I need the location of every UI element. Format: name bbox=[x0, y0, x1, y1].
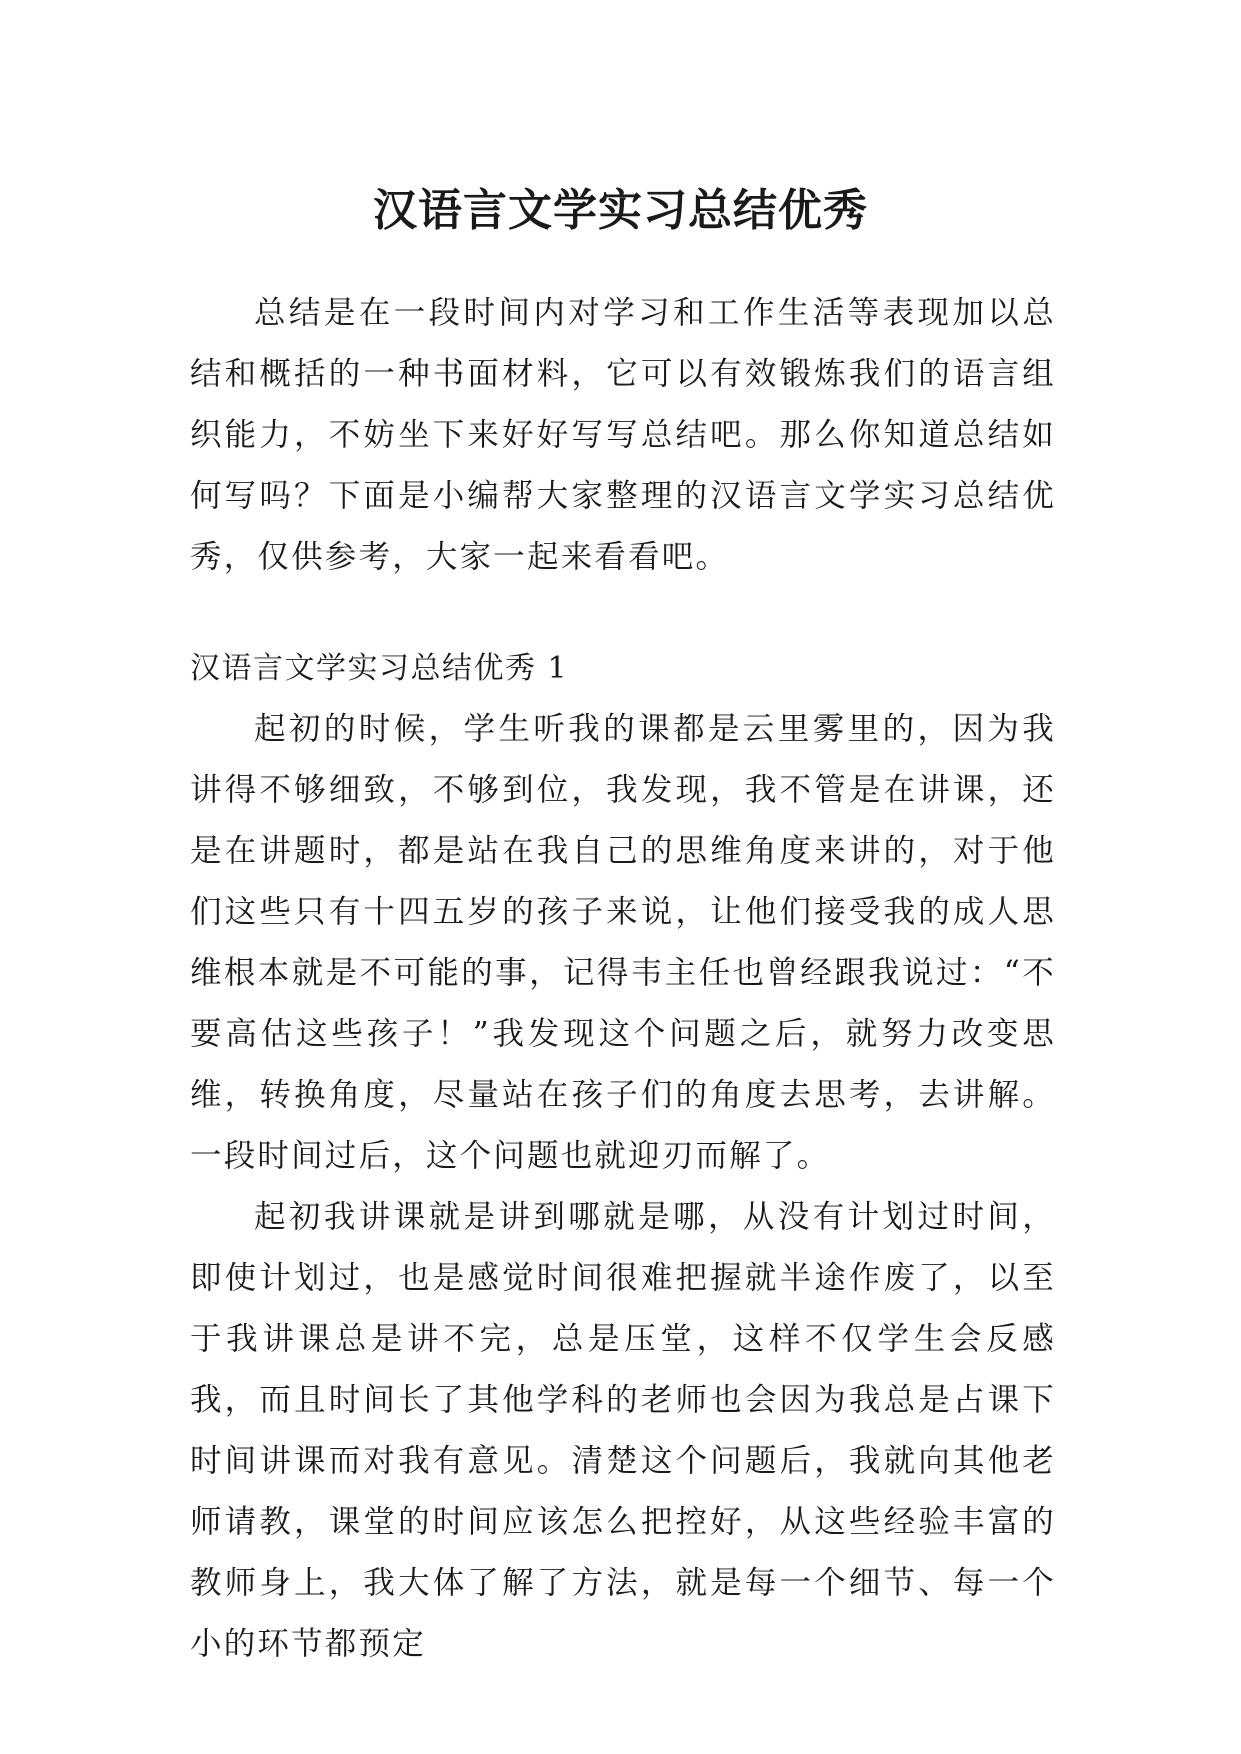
document-title: 汉语言文学实习总结优秀 bbox=[373, 185, 868, 237]
document-body bbox=[190, 283, 1056, 1675]
section-heading: 汉语言文学实习总结优秀 1 bbox=[190, 651, 569, 686]
body-paragraph-1: 起初的时候，学生听我的课都是云里雾里的，因为我讲得不够细致，不够到位，我发现，我不管是在讲课，还是在讲题时，都是站在我自己的思维角度来讲的，对于他们这些只有十四五岁的孩子来说，让他们接受我的成人思维根本就是不可能的事，记得韦主任也曾经跟我说过：“不要高估这些孩子！”我发现这个问题之后，就努力改变思维，转换角度，尽量站在孩子们的角度去思考，去讲解。一段时间过后，这个问题也就迎刃而解了。 bbox=[190, 711, 1056, 1174]
intro-paragraph: 总结是在一段时间内对学习和工作生活等表现加以总结和概括的一种书面材料，它可以有效锻炼我们的语言组织能力，不妨坐下来好好写写总结吧。那么你知道总结如何写吗？下面是小编帮大家整理的汉语言文学实习总结优秀，仅供参考，大家一起来看看吧。 bbox=[190, 295, 1056, 575]
body-paragraph-2: 起初我讲课就是讲到哪就是哪，从没有计划过时间，即使计划过，也是感觉时间很难把握就半途作废了，以至于我讲课总是讲不完，总是压堂，这样不仅学生会反感我，而且时间长了其他学科的老师也会因为我总是占课下时间讲课而对我有意见。清楚这个问题后，我就向其他老师请教，课堂的时间应该怎么把控好，从这些经验丰富的教师身上，我大体了解了方法，就是每一个细节、每一个小的环节都预定 bbox=[190, 1199, 1056, 1662]
